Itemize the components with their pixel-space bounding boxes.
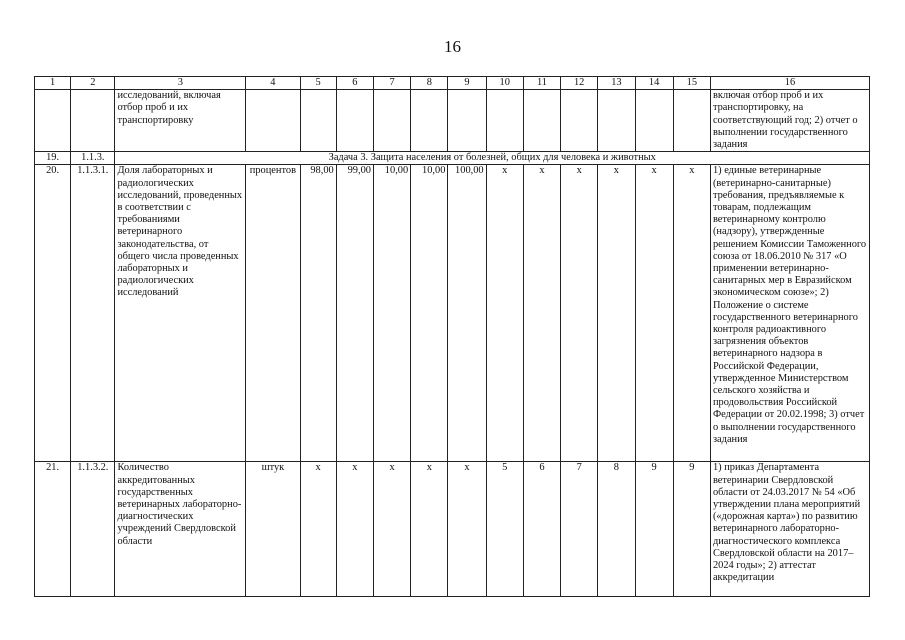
table-cell <box>561 90 598 152</box>
column-header: 15 <box>673 77 710 90</box>
row-code: 1.1.3. <box>71 152 115 165</box>
indicator-name-cell: Доля лабораторных и радиологических исследований, проведенных в соответствии с требованиями ветеринарного законодательства, от общего числа проведенных лабораторных и радиологических исследований <box>115 165 246 462</box>
value-cell: х <box>300 462 336 597</box>
column-header: 16 <box>710 77 869 90</box>
column-header: 3 <box>115 77 246 90</box>
source-cell: 1) единые ветеринарные (ветеринарно-санитарные) требования, предъявляемые к товарам, подлежащим ветеринарному контролю (надзору), утвержденные решением Комиссии Таможенного союза от 18.06.2010 № 317 «О применении ветеринарно- санитарных мер в Евразийском экономическом союзе»; 2) Положение о системе государственного ветеринарного контроля радиоактивного загрязнения объектов ветеринарного надзора в Российской Федерации, утвержденное Министерством сельского хозяйства и продовольствия Российской Федерации от 20.02.1998; 3) отчет о выполнении государственного задания <box>710 165 869 462</box>
table-row <box>35 165 870 462</box>
row-code: 1.1.3.1. <box>71 165 115 462</box>
column-header: 5 <box>300 77 336 90</box>
table-cell <box>486 90 523 152</box>
column-header: 10 <box>486 77 523 90</box>
source-cell: 1) приказ Департамента ветеринарии Свердловской области от 24.03.2017 № 54 «Об утверждении плана мероприятий («дорожная карта») по развитию ветеринарного лабораторно- диагностического комплекса Свердловской области на 2017–2024 годы»; 2) аттестат аккредитации <box>710 462 869 597</box>
column-header: 8 <box>411 77 448 90</box>
page-number: 16 <box>444 37 461 56</box>
column-header: 2 <box>71 77 115 90</box>
table-cell <box>246 90 300 152</box>
value-cell: х <box>486 165 523 462</box>
column-header: 6 <box>336 77 373 90</box>
value-cell: х <box>448 462 486 597</box>
source-cell: включая отбор проб и их транспортировку, на соответствующий год; 2) отчет о выполнении государственного задания <box>710 90 869 152</box>
value-cell: х <box>411 462 448 597</box>
table-cell <box>71 90 115 152</box>
column-header: 11 <box>523 77 560 90</box>
table-cell <box>300 90 336 152</box>
value-cell: 5 <box>486 462 523 597</box>
value-cell: х <box>673 165 710 462</box>
table-cell <box>35 90 71 152</box>
value-cell: х <box>561 165 598 462</box>
value-cell: х <box>373 462 410 597</box>
unit-cell: штук <box>246 462 300 597</box>
value-cell: 98,00 <box>300 165 336 462</box>
column-header: 12 <box>561 77 598 90</box>
unit-cell: процентов <box>246 165 300 462</box>
value-cell: 10,00 <box>373 165 410 462</box>
value-cell: 10,00 <box>411 165 448 462</box>
table-cell <box>448 90 486 152</box>
value-cell: х <box>336 462 373 597</box>
table-cell <box>673 90 710 152</box>
value-cell: х <box>635 165 673 462</box>
value-cell: 8 <box>598 462 635 597</box>
row-number: 20. <box>35 165 71 462</box>
value-cell: 9 <box>673 462 710 597</box>
table-cell <box>373 90 410 152</box>
column-header: 7 <box>373 77 410 90</box>
row-number: 21. <box>35 462 71 597</box>
indicators-table <box>34 76 870 597</box>
task-row <box>35 152 870 165</box>
value-cell: 9 <box>635 462 673 597</box>
value-cell: х <box>598 165 635 462</box>
table-cell <box>411 90 448 152</box>
table-cell <box>598 90 635 152</box>
value-cell: 100,00 <box>448 165 486 462</box>
row-code: 1.1.3.2. <box>71 462 115 597</box>
indicator-name-cell: Количество аккредитованных государственных ветеринарных лабораторно- диагностических учреждений Свердловской области <box>115 462 246 597</box>
task-title: Задача 3. Защита населения от болезней, общих для человека и животных <box>115 152 870 165</box>
column-header: 14 <box>635 77 673 90</box>
column-header: 1 <box>35 77 71 90</box>
column-header: 9 <box>448 77 486 90</box>
value-cell: х <box>523 165 560 462</box>
column-header-row <box>35 77 870 90</box>
table-cell <box>523 90 560 152</box>
continuation-row <box>35 90 870 152</box>
table-cell <box>336 90 373 152</box>
value-cell: 6 <box>523 462 560 597</box>
value-cell: 99,00 <box>336 165 373 462</box>
column-header: 4 <box>246 77 300 90</box>
table-cell <box>635 90 673 152</box>
column-header: 13 <box>598 77 635 90</box>
row-number: 19. <box>35 152 71 165</box>
indicator-name-cell: исследований, включая отбор проб и их транспортировку <box>115 90 246 152</box>
value-cell: 7 <box>561 462 598 597</box>
table-row <box>35 462 870 597</box>
